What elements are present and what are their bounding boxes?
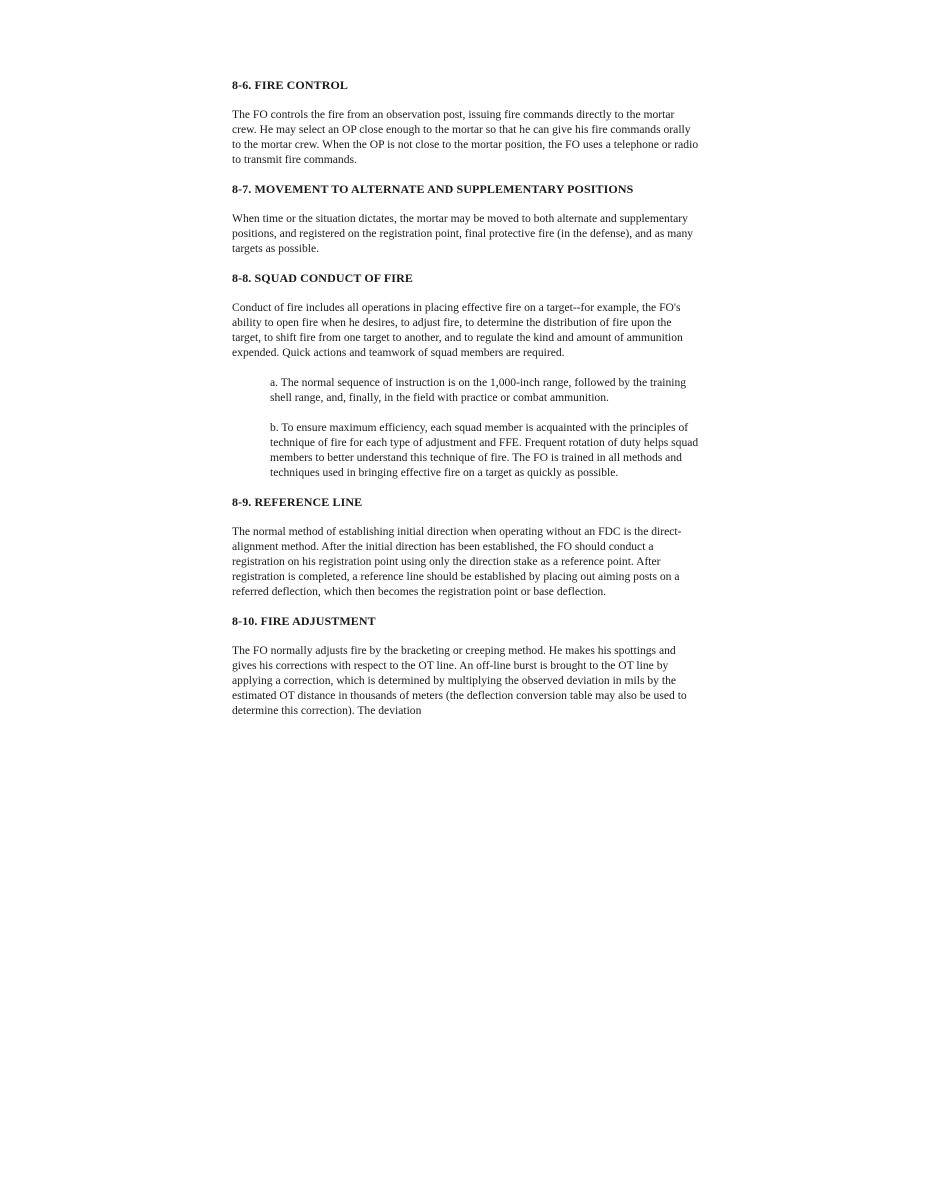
section-paragraph: The normal method of establishing initial direction when operating without an FDC is the direct-alignment method. After the initial direction has been established, the FO should conduct a registration on his registration point using only the direction stake as a reference point. After registration is completed, a reference line should be established by placing out aiming posts on a referred deflection, which then becomes the registration point or base deflection. xyxy=(232,525,682,598)
document-page xyxy=(232,78,700,733)
section-heading: 8-9. REFERENCE LINE xyxy=(232,495,363,509)
section-8-7 xyxy=(232,182,700,256)
section-paragraph: Conduct of fire includes all operations in placing effective fire on a target--for example, the FO's ability to open fire when he desires, to adjust fire, to determine the distribution of fire upon the target, to shift fire from one target to another, and to regulate the kind and amount of ammunition expended. Quick actions and teamwork of squad members are required. xyxy=(232,301,683,359)
section-heading: 8-8. SQUAD CONDUCT OF FIRE xyxy=(232,271,413,285)
section-heading: 8-6. FIRE CONTROL xyxy=(232,78,349,92)
section-paragraph: When time or the situation dictates, the mortar may be moved to both alternate and supplementary positions, and registered on the registration point, final protective fire (in the defense), and as many targets as possible. xyxy=(232,212,694,255)
subparagraph-b: b. To ensure maximum efficiency, each squad member is acquainted with the principles of technique of fire for each type of adjustment and FFE. Frequent rotation of duty helps squad members to better understand this technique of fire. The FO is trained in all methods and techniques used in bringing effective fire on a target as quickly as possible. xyxy=(270,421,699,479)
section-8-8 xyxy=(232,271,700,480)
section-paragraph: The FO controls the fire from an observation post, issuing fire commands directly to the mortar crew. He may select an OP close enough to the mortar so that he can give his fire commands orally to the mortar crew. When the OP is not close to the mortar position, the FO uses a telephone or radio to transmit fire commands. xyxy=(232,108,699,166)
subparagraph-a: a. The normal sequence of instruction is on the 1,000-inch range, followed by the training shell range, and, finally, in the field with practice or combat ammunition. xyxy=(270,376,687,404)
section-8-10 xyxy=(232,614,700,718)
section-8-9 xyxy=(232,495,700,599)
section-paragraph: The FO normally adjusts fire by the bracketing or creeping method. He makes his spottings and gives his corrections with respect to the OT line. An off-line burst is brought to the OT line by applying a correction, which is determined by multiplying the observed deviation in mils by the estimated OT distance in thousands of meters (the deflection conversion table may also be used to determine this correction). The deviation xyxy=(232,644,687,717)
section-heading: 8-10. FIRE ADJUSTMENT xyxy=(232,614,376,628)
section-8-6 xyxy=(232,78,700,167)
section-heading: 8-7. MOVEMENT TO ALTERNATE AND SUPPLEMENTARY POSITIONS xyxy=(232,182,634,196)
